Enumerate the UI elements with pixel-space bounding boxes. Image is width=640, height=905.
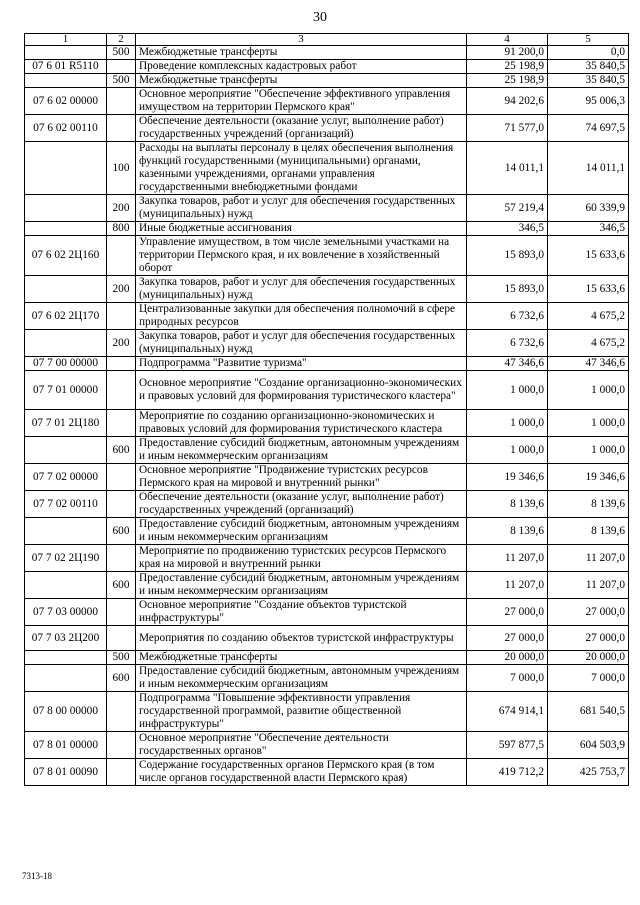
amount-col4-cell: 7 000,0 xyxy=(467,665,548,692)
expense-type-cell: 600 xyxy=(107,437,136,464)
expense-type-cell: 600 xyxy=(107,572,136,599)
expense-type-cell xyxy=(107,88,136,115)
amount-col4-cell: 25 198,9 xyxy=(467,74,548,88)
target-code-cell: 07 8 00 00000 xyxy=(25,692,107,732)
expense-type-cell: 500 xyxy=(107,74,136,88)
amount-col4-cell: 11 207,0 xyxy=(467,572,548,599)
target-code-cell: 07 7 02 00000 xyxy=(25,464,107,491)
item-name-cell: Подпрограмма "Развитие туризма" xyxy=(136,357,467,371)
amount-col4-cell: 419 712,2 xyxy=(467,759,548,786)
target-code-cell xyxy=(25,74,107,88)
item-name-cell: Предоставление субсидий бюджетным, автономным учреждениям и иным некоммерческим организациям xyxy=(136,665,467,692)
target-code-cell xyxy=(25,330,107,357)
amount-col4-cell: 1 000,0 xyxy=(467,410,548,437)
table-row xyxy=(25,410,629,437)
amount-col4-cell: 15 893,0 xyxy=(467,236,548,276)
target-code-cell: 07 6 01 R5110 xyxy=(25,60,107,74)
expense-type-cell: 100 xyxy=(107,142,136,195)
target-code-cell: 07 6 02 2Ц160 xyxy=(25,236,107,276)
expense-type-cell xyxy=(107,732,136,759)
amount-col4-cell: 20 000,0 xyxy=(467,651,548,665)
expense-type-cell: 600 xyxy=(107,518,136,545)
expense-type-cell xyxy=(107,410,136,437)
target-code-cell: 07 6 02 00000 xyxy=(25,88,107,115)
target-code-cell xyxy=(25,437,107,464)
amount-col4-cell: 1 000,0 xyxy=(467,437,548,464)
item-name-cell: Межбюджетные трансферты xyxy=(136,74,467,88)
expense-type-cell xyxy=(107,545,136,572)
amount-col4-cell: 47 346,6 xyxy=(467,357,548,371)
amount-col4-cell: 8 139,6 xyxy=(467,518,548,545)
target-code-cell xyxy=(25,276,107,303)
expense-type-cell xyxy=(107,464,136,491)
table-row xyxy=(25,236,629,276)
header-col-1: 1 xyxy=(25,34,107,46)
amount-col4-cell: 597 877,5 xyxy=(467,732,548,759)
amount-col5-cell: 4 675,2 xyxy=(548,303,629,330)
expense-type-cell xyxy=(107,759,136,786)
table-row xyxy=(25,357,629,371)
target-code-cell xyxy=(25,46,107,60)
amount-col5-cell: 11 207,0 xyxy=(548,572,629,599)
target-code-cell xyxy=(25,665,107,692)
amount-col5-cell: 8 139,6 xyxy=(548,491,629,518)
amount-col5-cell: 27 000,0 xyxy=(548,626,629,651)
amount-col4-cell: 27 000,0 xyxy=(467,626,548,651)
item-name-cell: Мероприятие по созданию организационно-экономических и правовых условий для формирования туристического кластера xyxy=(136,410,467,437)
table-row xyxy=(25,88,629,115)
amount-col5-cell: 15 633,6 xyxy=(548,236,629,276)
item-name-cell: Закупка товаров, работ и услуг для обеспечения государственных (муниципальных) нужд xyxy=(136,276,467,303)
item-name-cell: Проведение комплексных кадастровых работ xyxy=(136,60,467,74)
table-header-row xyxy=(25,34,629,46)
table-row xyxy=(25,195,629,222)
table-row xyxy=(25,518,629,545)
amount-col4-cell: 11 207,0 xyxy=(467,545,548,572)
budget-table xyxy=(24,33,629,786)
item-name-cell: Обеспечение деятельности (оказание услуг, выполнение работ) государственных учреждений (организаций) xyxy=(136,491,467,518)
table-row xyxy=(25,692,629,732)
table-row xyxy=(25,732,629,759)
expense-type-cell xyxy=(107,303,136,330)
amount-col4-cell: 6 732,6 xyxy=(467,303,548,330)
item-name-cell: Межбюджетные трансферты xyxy=(136,46,467,60)
amount-col4-cell: 674 914,1 xyxy=(467,692,548,732)
target-code-cell: 07 7 03 2Ц200 xyxy=(25,626,107,651)
amount-col5-cell: 1 000,0 xyxy=(548,410,629,437)
expense-type-cell: 800 xyxy=(107,222,136,236)
item-name-cell: Основное мероприятие "Обеспечение эффективного управления имуществом на территории Пермского края" xyxy=(136,88,467,115)
table-row xyxy=(25,491,629,518)
expense-type-cell xyxy=(107,236,136,276)
table-row xyxy=(25,759,629,786)
item-name-cell: Основное мероприятие "Создание организационно-экономических и правовых условий для формирования туристического кластера" xyxy=(136,371,467,410)
target-code-cell: 07 7 00 00000 xyxy=(25,357,107,371)
item-name-cell: Предоставление субсидий бюджетным, автономным учреждениям и иным некоммерческим организациям xyxy=(136,437,467,464)
target-code-cell xyxy=(25,222,107,236)
amount-col4-cell: 8 139,6 xyxy=(467,491,548,518)
item-name-cell: Расходы на выплаты персоналу в целях обеспечения выполнения функций государственными (муниципальными) органами, казенными учреждениями, органами управления государственными внебюджетными фондами xyxy=(136,142,467,195)
item-name-cell: Предоставление субсидий бюджетным, автономным учреждениям и иным некоммерческим организациям xyxy=(136,518,467,545)
expense-type-cell xyxy=(107,491,136,518)
target-code-cell xyxy=(25,518,107,545)
table-row xyxy=(25,437,629,464)
table-row xyxy=(25,599,629,626)
expense-type-cell: 600 xyxy=(107,665,136,692)
table-row xyxy=(25,464,629,491)
amount-col5-cell: 1 000,0 xyxy=(548,437,629,464)
header-col-4: 4 xyxy=(467,34,548,46)
item-name-cell: Централизованные закупки для обеспечения полномочий в сфере природных ресурсов xyxy=(136,303,467,330)
amount-col5-cell: 346,5 xyxy=(548,222,629,236)
table-row xyxy=(25,115,629,142)
amount-col5-cell: 11 207,0 xyxy=(548,545,629,572)
item-name-cell: Закупка товаров, работ и услуг для обеспечения государственных (муниципальных) нужд xyxy=(136,195,467,222)
amount-col5-cell: 681 540,5 xyxy=(548,692,629,732)
item-name-cell: Подпрограмма "Повышение эффективности управления государственной программой, развитие общественной инфраструктуры" xyxy=(136,692,467,732)
target-code-cell xyxy=(25,572,107,599)
target-code-cell: 07 7 03 00000 xyxy=(25,599,107,626)
expense-type-cell xyxy=(107,357,136,371)
amount-col4-cell: 27 000,0 xyxy=(467,599,548,626)
table-row xyxy=(25,74,629,88)
table-row xyxy=(25,651,629,665)
amount-col4-cell: 1 000,0 xyxy=(467,371,548,410)
expense-type-cell: 500 xyxy=(107,46,136,60)
expense-type-cell xyxy=(107,599,136,626)
amount-col5-cell: 1 000,0 xyxy=(548,371,629,410)
table-row xyxy=(25,545,629,572)
amount-col5-cell: 27 000,0 xyxy=(548,599,629,626)
table-row xyxy=(25,276,629,303)
amount-col4-cell: 94 202,6 xyxy=(467,88,548,115)
amount-col5-cell: 425 753,7 xyxy=(548,759,629,786)
amount-col5-cell: 19 346,6 xyxy=(548,464,629,491)
table-row xyxy=(25,222,629,236)
amount-col5-cell: 7 000,0 xyxy=(548,665,629,692)
expense-type-cell xyxy=(107,115,136,142)
item-name-cell: Закупка товаров, работ и услуг для обеспечения государственных (муниципальных) нужд xyxy=(136,330,467,357)
target-code-cell: 07 6 02 2Ц170 xyxy=(25,303,107,330)
amount-col4-cell: 57 219,4 xyxy=(467,195,548,222)
amount-col4-cell: 346,5 xyxy=(467,222,548,236)
expense-type-cell xyxy=(107,371,136,410)
amount-col5-cell: 14 011,1 xyxy=(548,142,629,195)
expense-type-cell: 200 xyxy=(107,276,136,303)
table-row xyxy=(25,303,629,330)
target-code-cell xyxy=(25,142,107,195)
header-col-2: 2 xyxy=(107,34,136,46)
item-name-cell: Иные бюджетные ассигнования xyxy=(136,222,467,236)
table-body xyxy=(25,46,629,786)
expense-type-cell: 200 xyxy=(107,195,136,222)
item-name-cell: Основное мероприятие "Обеспечение деятельности государственных органов" xyxy=(136,732,467,759)
item-name-cell: Межбюджетные трансферты xyxy=(136,651,467,665)
target-code-cell: 07 7 01 2Ц180 xyxy=(25,410,107,437)
footer-code: 7313-18 xyxy=(22,871,52,881)
table-row xyxy=(25,572,629,599)
target-code-cell: 07 7 02 00110 xyxy=(25,491,107,518)
header-col-5: 5 xyxy=(548,34,629,46)
amount-col5-cell: 4 675,2 xyxy=(548,330,629,357)
amount-col5-cell: 35 840,5 xyxy=(548,60,629,74)
item-name-cell: Предоставление субсидий бюджетным, автономным учреждениям и иным некоммерческим организациям xyxy=(136,572,467,599)
amount-col5-cell: 95 006,3 xyxy=(548,88,629,115)
table-row xyxy=(25,142,629,195)
table-row xyxy=(25,626,629,651)
table-row xyxy=(25,46,629,60)
item-name-cell: Содержание государственных органов Пермского края (в том числе органов государственной власти Пермского края) xyxy=(136,759,467,786)
item-name-cell: Основное мероприятие "Создание объектов туристской инфраструктуры" xyxy=(136,599,467,626)
page-number: 30 xyxy=(313,10,327,25)
target-code-cell: 07 8 01 00090 xyxy=(25,759,107,786)
table-row xyxy=(25,371,629,410)
header-col-3: 3 xyxy=(136,34,467,46)
amount-col4-cell: 91 200,0 xyxy=(467,46,548,60)
item-name-cell: Обеспечение деятельности (оказание услуг, выполнение работ) государственных учреждений (организаций) xyxy=(136,115,467,142)
amount-col5-cell: 15 633,6 xyxy=(548,276,629,303)
amount-col4-cell: 25 198,9 xyxy=(467,60,548,74)
target-code-cell: 07 6 02 00110 xyxy=(25,115,107,142)
amount-col4-cell: 14 011,1 xyxy=(467,142,548,195)
target-code-cell: 07 7 01 00000 xyxy=(25,371,107,410)
table-row xyxy=(25,60,629,74)
expense-type-cell xyxy=(107,60,136,74)
item-name-cell: Основное мероприятие "Продвижение туристских ресурсов Пермского края на мировой и внутренний рынки" xyxy=(136,464,467,491)
target-code-cell: 07 7 02 2Ц190 xyxy=(25,545,107,572)
amount-col5-cell: 47 346,6 xyxy=(548,357,629,371)
table-row xyxy=(25,330,629,357)
amount-col5-cell: 20 000,0 xyxy=(548,651,629,665)
expense-type-cell: 500 xyxy=(107,651,136,665)
amount-col4-cell: 71 577,0 xyxy=(467,115,548,142)
amount-col5-cell: 74 697,5 xyxy=(548,115,629,142)
target-code-cell xyxy=(25,195,107,222)
amount-col5-cell: 604 503,9 xyxy=(548,732,629,759)
table-row xyxy=(25,665,629,692)
amount-col5-cell: 35 840,5 xyxy=(548,74,629,88)
target-code-cell xyxy=(25,651,107,665)
amount-col4-cell: 19 346,6 xyxy=(467,464,548,491)
amount-col5-cell: 8 139,6 xyxy=(548,518,629,545)
expense-type-cell: 200 xyxy=(107,330,136,357)
expense-type-cell xyxy=(107,626,136,651)
amount-col4-cell: 6 732,6 xyxy=(467,330,548,357)
item-name-cell: Мероприятия по созданию объектов туристской инфраструктуры xyxy=(136,626,467,651)
amount-col5-cell: 0,0 xyxy=(548,46,629,60)
amount-col5-cell: 60 339,9 xyxy=(548,195,629,222)
expense-type-cell xyxy=(107,692,136,732)
amount-col4-cell: 15 893,0 xyxy=(467,276,548,303)
target-code-cell: 07 8 01 00000 xyxy=(25,732,107,759)
item-name-cell: Управление имуществом, в том числе земельными участками на территории Пермского края, и их вовлечение в хозяйственный оборот xyxy=(136,236,467,276)
item-name-cell: Мероприятие по продвижению туристских ресурсов Пермского края на мировой и внутренний рынки xyxy=(136,545,467,572)
